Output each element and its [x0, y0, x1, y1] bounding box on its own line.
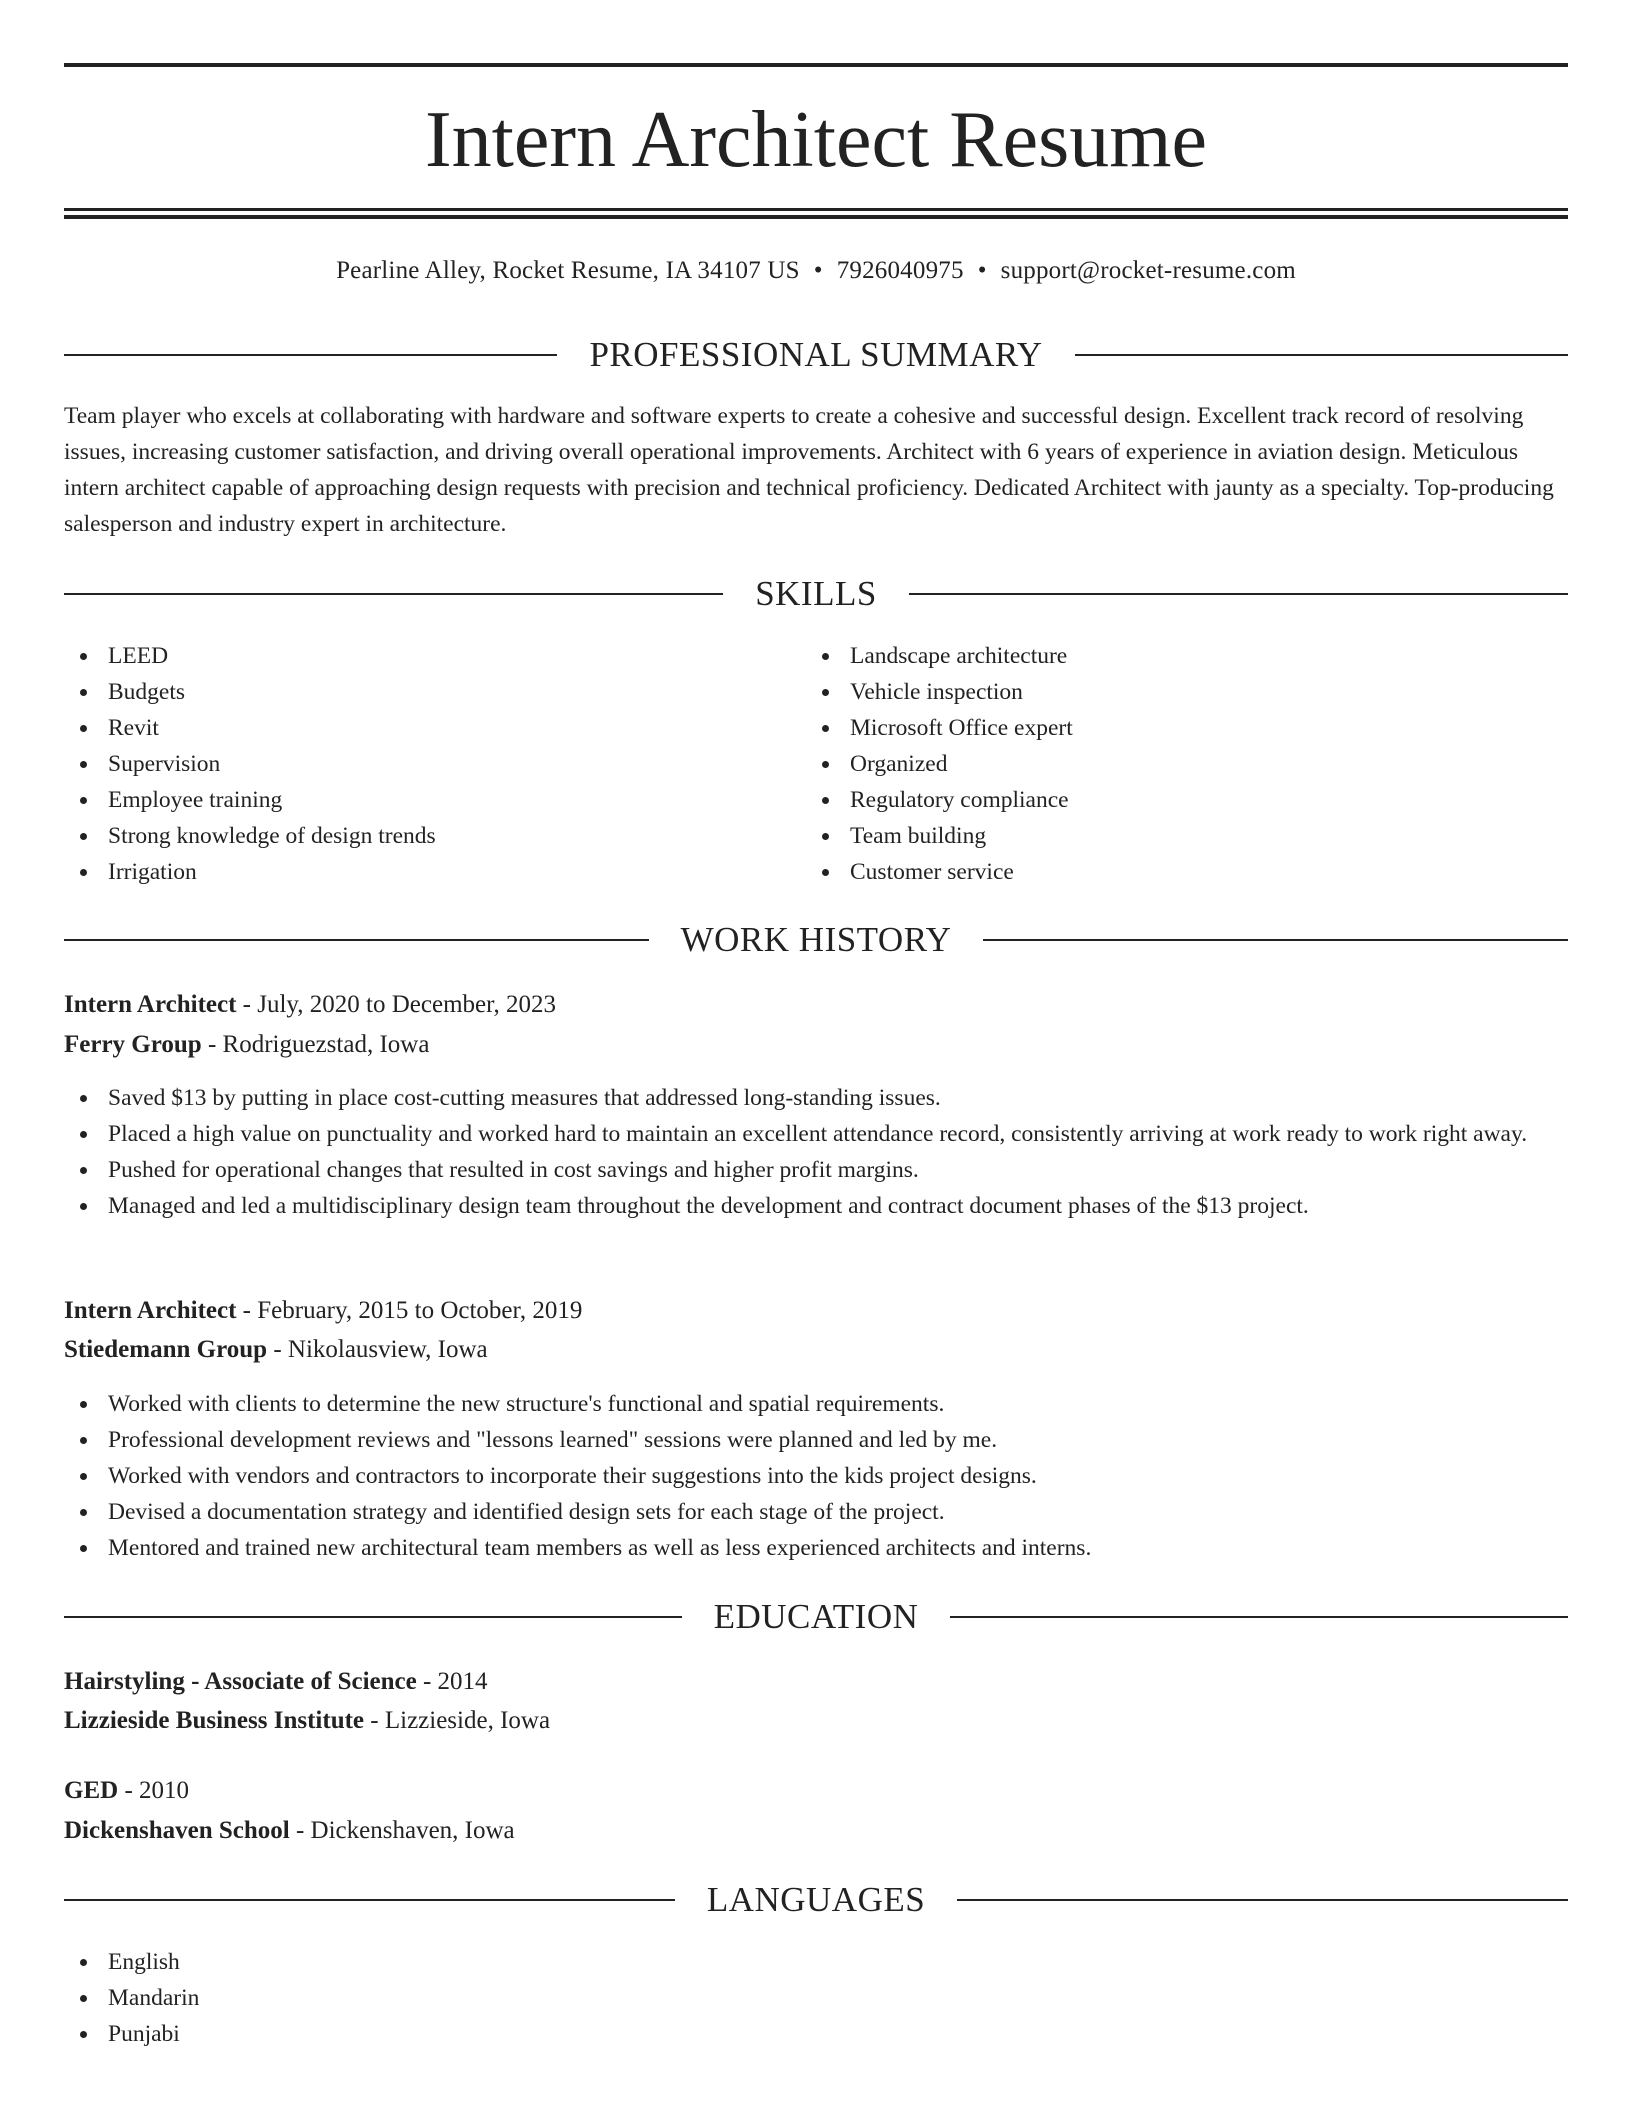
job-bullets [64, 1080, 1568, 1224]
heading-rule [64, 1899, 675, 1901]
skill-item: Supervision [64, 746, 764, 782]
skill-item: Employee training [64, 782, 764, 818]
job-bullet: Placed a high value on punctuality and worked hard to maintain an excellent attendance record, consistently arriving at work ready to work right away. [64, 1116, 1568, 1152]
job-bullets [64, 1386, 1568, 1566]
education-location: - Dickenshaven, Iowa [289, 1817, 515, 1844]
job-title-line [64, 987, 1568, 1023]
language-item: Mandarin [64, 1980, 1568, 2016]
job-company-line [64, 1332, 1568, 1368]
skill-item: Vehicle inspection [806, 674, 1506, 710]
education-year: - 2010 [118, 1777, 190, 1804]
job-company: Ferry Group [64, 1031, 202, 1058]
education-degree: GED [64, 1777, 119, 1804]
skill-item: Strong knowledge of design trends [64, 818, 764, 854]
education-year: - 2014 [416, 1668, 488, 1695]
education-degree: Hairstyling - Associate of Science [64, 1668, 417, 1695]
education-school-line [64, 1813, 1568, 1849]
job-bullet-list [64, 1080, 1568, 1224]
contact-separator: • [977, 257, 987, 284]
heading-rule [64, 354, 557, 356]
heading-rule [950, 1616, 1568, 1618]
education-school-line [64, 1703, 1568, 1739]
job-bullet: Devised a documentation strategy and identified design sets for each stage of the project. [64, 1494, 1568, 1530]
job-bullet: Mentored and trained new architectural team members as well as less experienced architects and interns. [64, 1530, 1568, 1566]
job-dates: - July, 2020 to December, 2023 [236, 991, 556, 1018]
job-company-line [64, 1027, 1568, 1063]
job-dates: - February, 2015 to October, 2019 [236, 1297, 583, 1324]
heading-rule [1075, 354, 1568, 356]
skill-item: LEED [64, 638, 764, 674]
job-bullet: Worked with vendors and contractors to incorporate their suggestions into the kids project designs. [64, 1458, 1568, 1494]
job-location: - Rodriguezstad, Iowa [201, 1031, 430, 1058]
skill-item: Revit [64, 710, 764, 746]
section-heading-summary [64, 333, 1568, 377]
skills-right-column [806, 638, 1506, 890]
education-school: Dickenshaven School [64, 1817, 290, 1844]
skills-list-left [64, 638, 764, 890]
job-title: Intern Architect [64, 991, 237, 1018]
skill-item: Microsoft Office expert [806, 710, 1506, 746]
job-bullet: Professional development reviews and "lessons learned" sessions were planned and led by me. [64, 1422, 1568, 1458]
skill-item: Customer service [806, 854, 1506, 890]
skill-item: Irrigation [64, 854, 764, 890]
top-rule [64, 63, 1568, 67]
heading-rule [64, 939, 649, 941]
heading-rule [64, 593, 723, 595]
skills-left-column [64, 638, 764, 890]
section-title: WORK HISTORY [680, 920, 952, 959]
page-title: Intern Architect Resume [425, 96, 1207, 184]
education-degree-line [64, 1773, 1568, 1809]
language-item: English [64, 1944, 1568, 1980]
skill-item: Landscape architecture [806, 638, 1506, 674]
job-company: Stiedemann Group [64, 1336, 268, 1363]
section-heading-work-history [64, 918, 1568, 962]
contact-email: support@rocket-resume.com [1000, 257, 1296, 284]
section-title: LANGUAGES [706, 1880, 926, 1919]
job-bullet: Saved $13 by putting in place cost-cutting measures that addressed long-standing issues. [64, 1080, 1568, 1116]
skill-item: Budgets [64, 674, 764, 710]
section-heading-languages [64, 1878, 1568, 1922]
section-title: PROFESSIONAL SUMMARY [589, 335, 1043, 374]
section-title: EDUCATION [713, 1597, 919, 1636]
education-school: Lizzieside Business Institute [64, 1707, 365, 1734]
heading-rule [957, 1899, 1568, 1901]
languages-list [64, 1944, 1568, 2052]
section-heading-skills [64, 572, 1568, 616]
job-title-line [64, 1293, 1568, 1329]
skill-item: Regulatory compliance [806, 782, 1506, 818]
job-bullet: Pushed for operational changes that resulted in cost savings and higher profit margins. [64, 1152, 1568, 1188]
job-location: - Nikolausview, Iowa [267, 1336, 488, 1363]
job-bullet: Worked with clients to determine the new structure's functional and spatial requirements. [64, 1386, 1568, 1422]
contact-line [64, 254, 1568, 288]
contact-separator: • [813, 257, 823, 284]
job-bullet-list [64, 1386, 1568, 1566]
education-degree-line [64, 1664, 1568, 1700]
languages-list-block [64, 1944, 1568, 2052]
skill-item: Organized [806, 746, 1506, 782]
section-title: SKILLS [755, 574, 877, 613]
contact-phone: 7926040975 [836, 257, 964, 284]
summary-text: Team player who excels at collaborating with hardware and software experts to create a cohesive and successful design. Excellent track record of resolving issues, increasing customer satisfaction, and driving overall operational improvements. Architect with 6 years of experience in aviation design. Meticulous intern architect capable of approaching design requests with precision and technical proficiency. Dedicated Architect with jaunty as a specialty. Top-producing salesperson and industry expert in architecture. [64, 403, 1554, 537]
job-bullet: Managed and led a multidisciplinary design team throughout the development and contract document phases of the $13 project. [64, 1188, 1568, 1224]
section-heading-education [64, 1595, 1568, 1639]
heading-rule [909, 593, 1568, 595]
title-double-rule [64, 208, 1568, 219]
heading-rule [983, 939, 1568, 941]
skill-item: Team building [806, 818, 1506, 854]
job-title: Intern Architect [64, 1297, 237, 1324]
language-item: Punjabi [64, 2016, 1568, 2052]
heading-rule [64, 1616, 682, 1618]
education-location: - Lizzieside, Iowa [364, 1707, 551, 1734]
skills-list-right [806, 638, 1506, 890]
contact-address: Pearline Alley, Rocket Resume, IA 34107 US [336, 257, 800, 284]
